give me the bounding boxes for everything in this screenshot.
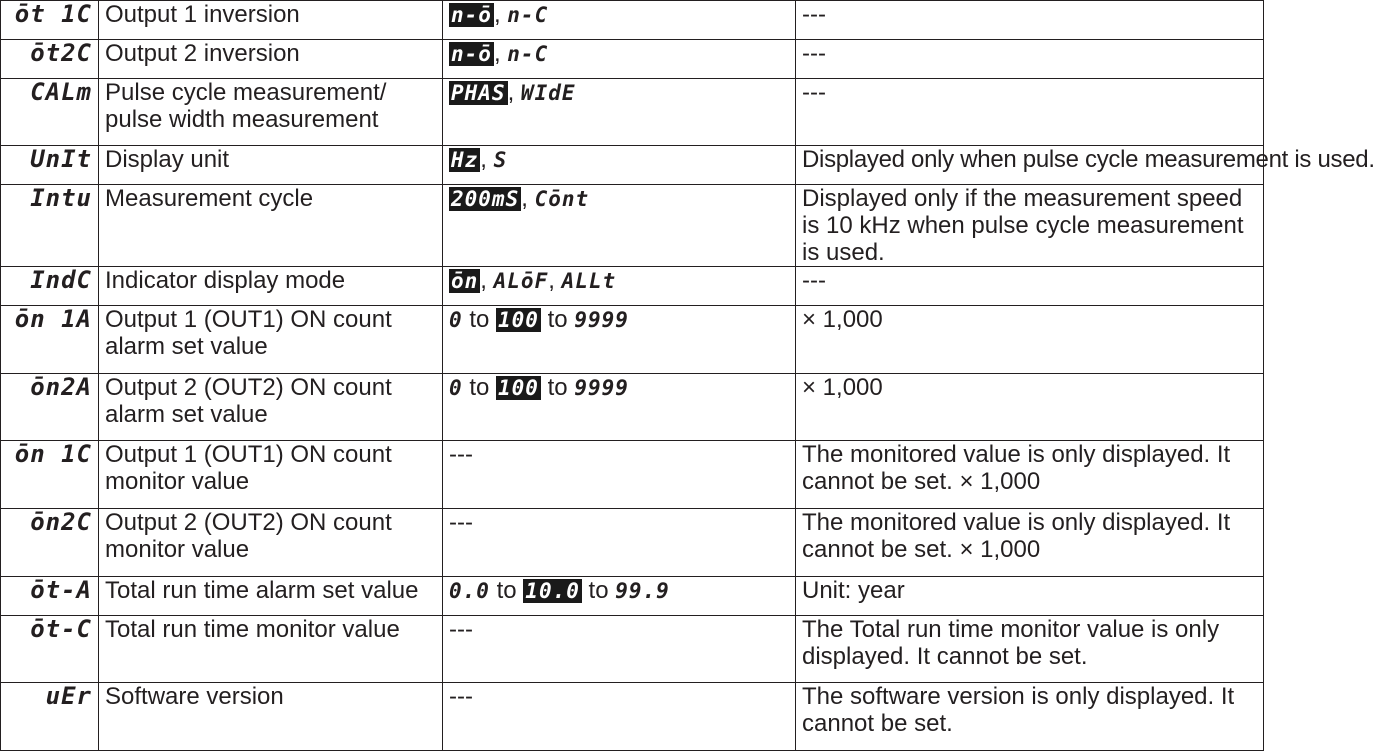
parameter-name: Pulse cycle measurement/ pulse width measurement [99,79,443,146]
setting-values [443,616,796,683]
setting-values: n-ō, n-C [443,40,796,79]
default-value: ōn [451,269,479,293]
default-value: Hz [451,148,479,172]
min-value: 0 [449,308,463,332]
remarks: The Total run time monitor value is only displayed. It cannot be set. [796,616,1264,683]
table-row [1,509,1264,577]
default-value: 100 [498,376,539,400]
remarks: --- [796,79,1264,146]
parameter-code: ōt2C [1,40,99,79]
parameter-name: Software version [99,683,443,751]
parameter-code: ōn 1A [1,306,99,374]
max-value: 99.9 [615,579,670,603]
no-setting: --- [449,441,473,468]
default-value: 200mS [451,187,520,211]
setting-values: PHAS, WIdE [443,79,796,146]
no-setting: --- [449,509,473,536]
parameter-code: ōn 1C [1,441,99,509]
parameter-code: CALm [1,79,99,146]
parameter-name: Indicator display mode [99,267,443,306]
parameter-name: Output 2 (OUT2) ON count alarm set value [99,374,443,441]
table-row [1,577,1264,616]
parameter-name: Output 2 inversion [99,40,443,79]
no-setting: --- [449,616,473,643]
setting-values: 0 to 100 to 9999 [443,306,796,374]
setting-values: ōn, ALōF, ALLt [443,267,796,306]
remarks: Unit: year [796,577,1264,616]
table-row [1,79,1264,146]
option-value: Cōnt [534,187,590,211]
setting-values [443,509,796,577]
remarks: The software version is only displayed. It cannot be set. [796,683,1264,751]
table-row [1,683,1264,751]
option-value: S [493,148,508,172]
max-value: 9999 [574,376,629,400]
table-row [1,374,1264,441]
parameter-name: Output 1 (OUT1) ON count monitor value [99,441,443,509]
parameter-name: Output 1 (OUT1) ON count alarm set value [99,306,443,374]
parameter-name: Output 1 inversion [99,1,443,40]
default-value: n-ō [451,42,492,66]
parameter-code: ōt 1C [1,1,99,40]
setting-values: 0 to 100 to 9999 [443,374,796,441]
option-value: n-C [507,3,549,27]
table-row [1,441,1264,509]
default-value: n-ō [451,3,492,27]
option-value: WIdE [520,81,576,105]
option-value: n-C [507,42,549,66]
remarks: --- [796,267,1264,306]
remarks: The monitored value is only displayed. It cannot be set. × 1,000 [796,441,1264,509]
remarks: --- [796,40,1264,79]
setting-values: 0.0 to 10.0 to 99.9 [443,577,796,616]
table-row [1,306,1264,374]
default-value: 100 [498,308,539,332]
table-row [1,267,1264,306]
setting-values [443,683,796,751]
remarks: × 1,000 [796,374,1264,441]
min-value: 0.0 [449,579,490,603]
default-value: 10.0 [525,579,580,603]
parameter-name: Display unit [99,146,443,185]
remarks: Displayed only when pulse cycle measurement is used. [796,146,1264,185]
parameter-code: ōt-A [1,577,99,616]
parameter-name: Total run time monitor value [99,616,443,683]
parameter-code: ōt-C [1,616,99,683]
parameter-name: Measurement cycle [99,185,443,267]
table-row [1,185,1264,267]
table-row [1,146,1264,185]
min-value: 0 [449,376,463,400]
setting-values [443,441,796,509]
remarks: Displayed only if the measurement speed is 10 kHz when pulse cycle measurement is used. [796,185,1264,267]
remarks: --- [796,1,1264,40]
setting-values: Hz, S [443,146,796,185]
remarks: × 1,000 [796,306,1264,374]
table-row [1,616,1264,683]
no-setting: --- [449,683,473,710]
option-value: ALLt [561,269,617,293]
parameter-code: IndC [1,267,99,306]
parameter-name: Output 2 (OUT2) ON count monitor value [99,509,443,577]
parameter-name: Total run time alarm set value [99,577,443,616]
parameter-code: UnIt [1,146,99,185]
setting-values: 200mS, Cōnt [443,185,796,267]
max-value: 9999 [574,308,629,332]
table-row [1,1,1264,40]
parameter-code: uEr [1,683,99,751]
setting-values: n-ō, n-C [443,1,796,40]
option-value: ALōF [493,269,549,293]
parameter-code: ōn2A [1,374,99,441]
parameter-code: ōn2C [1,509,99,577]
parameter-code: Intu [1,185,99,267]
remarks: The monitored value is only displayed. It cannot be set. × 1,000 [796,509,1264,577]
table-row [1,40,1264,79]
default-value: PHAS [451,81,506,105]
